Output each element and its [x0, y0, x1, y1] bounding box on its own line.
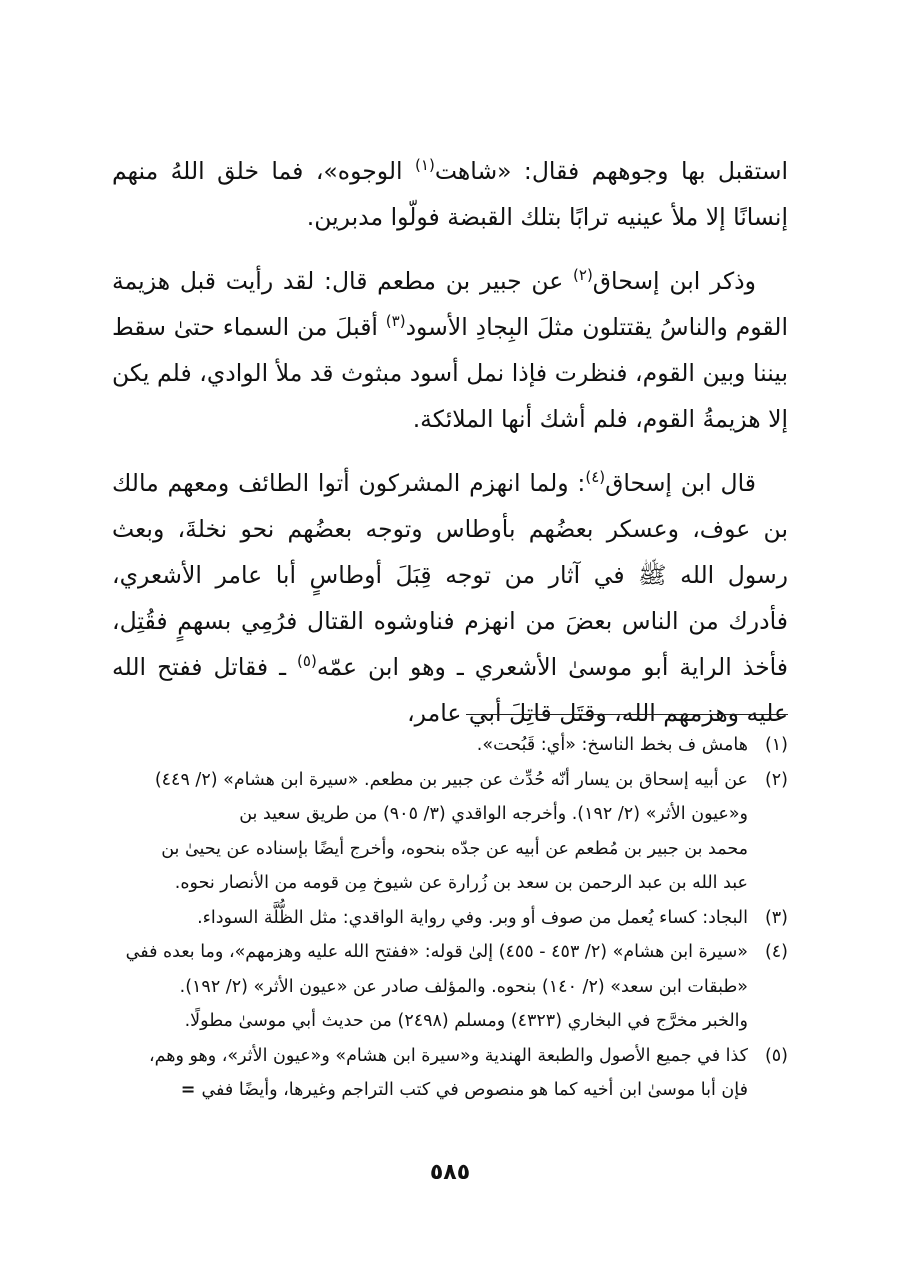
footnote-4 [112, 935, 788, 1039]
footnote-line: كذا في جميع الأصول والطبعة الهندية و«سيرة ابن هشام» و«عيون الأثر»، وهو وهم، [148, 1045, 748, 1066]
main-text [112, 148, 788, 736]
footnote-ref-5[interactable]: (٥) [297, 652, 317, 671]
paragraph-text: قال ابن إسحاق [605, 469, 756, 497]
paragraph-text: ـ فقاتل ففتح الله عليه وهزمهم الله، وقتَل قاتِلَ أبي عامر، [112, 653, 788, 727]
footnote-number: (١) [764, 735, 788, 755]
footnote-body [112, 728, 748, 763]
footnote-number: (٤) [764, 942, 788, 962]
footnote-line: «طبقات ابن سعد» (٢/ ١٤٠) بنحوه. والمؤلف صادر عن «عيون الأثر» (٢/ ١٩٢). [179, 976, 748, 997]
footnote-line: «سيرة ابن هشام» (٢/ ٤٥٣ - ٤٥٥) إلىٰ قوله: «ففتح الله عليه وهزمهم»، وما بعده ففي [125, 942, 748, 962]
footnote-line [112, 1073, 748, 1108]
footnote-line: و«عيون الأثر» (٢/ ١٩٢). وأخرجه الواقدي (٣/ ٩٠٥) من طريق سعيد بن [239, 804, 748, 824]
paragraph-text: : ولما انهزم المشركون أتوا الطائف ومعهم مالك بن عوف، وعسكر بعضُهم بأوطاس وتوجه بعضُهم نحو نخلةَ، وبعث رسول الله ﷺ في آثار من توجه قِبَلَ أوطاسٍ أبا عامر الأشعري، فأدرك من الناس بعضَ من انهزم فناوشوه القتال فرُمِي بسهمٍ فقُتِل، فأخذ الراية أبو موسىٰ الأشعري ـ وهو ابن عمّه [112, 469, 788, 681]
footnote-1 [112, 728, 788, 763]
footnote-3 [112, 901, 788, 936]
paragraph-text: عن جبير بن مطعم قال: لقد رأيت قبل هزيمة القوم والناسُ يقتتلون مثلَ البِجادِ الأسود [112, 267, 788, 341]
paragraph-text: الوجوه»، فما خلق اللهُ منهم إنسانًا إلا ملأ عينيه ترابًا بتلك القبضة فولّوا مدبرين. [112, 157, 788, 231]
footnote-line: والخبر مخرَّج في البخاري (٤٣٢٣) ومسلم (٢٤٩٨) من حديث أبي موسىٰ مطولًا. [184, 1011, 748, 1031]
footnote-body [112, 1039, 748, 1108]
footnote-ref-4[interactable]: (٤) [585, 468, 606, 487]
footnote-body [112, 763, 748, 901]
footnote-line: محمد بن جبير بن مُطعم عن أبيه عن جدّه بنحوه، وأخرج أيضًا بإسناده عن يحيىٰ بن [161, 838, 748, 859]
footnote-ref-3[interactable]: (٣) [385, 312, 406, 331]
page-number: ٥٨٥ [429, 1160, 471, 1185]
footnote-line-text: فإن أبا موسىٰ ابن أخيه كما هو منصوص في كتب التراجم وغيرها، وأيضًا ففي [201, 1080, 748, 1100]
footnote-number: (٣) [764, 907, 788, 928]
paragraph-2 [112, 258, 788, 442]
footnote-line: عبد الله بن عبد الرحمن بن سعد بن زُرارة عن شيوخ مِن قومه من الأنصار نحوه. [174, 873, 748, 893]
footnote-2 [112, 763, 788, 901]
footnote-line: عن أبيه إسحاق بن يسار أنّه حُدِّث عن جبير بن مطعم. «سيرة ابن هشام» (٢/ ٤٤٩) [154, 769, 748, 790]
paragraph-1 [112, 148, 788, 240]
paragraph-text: أقبلَ من السماء حتىٰ سقط بيننا وبين القوم، فنظرت فإذا نمل أسود مبثوث قد ملأ الوادي، فلم يكن إلا هزيمةُ القوم، فلم أشك أنها الملائكة. [112, 313, 788, 433]
footnote-divider [466, 714, 788, 715]
footnote-number: (٢) [764, 769, 788, 790]
footnotes [112, 728, 788, 1108]
footnote-line: هامش ف بخط الناسخ: «أي: قَبُحت». [476, 735, 748, 755]
paragraph-text: وذكر ابن إسحاق [592, 267, 756, 295]
continuation-mark: = [180, 1080, 196, 1100]
footnote-number: (٥) [764, 1045, 788, 1066]
paragraph-3 [112, 460, 788, 736]
footnote-body [112, 901, 748, 936]
paragraph-text: استقبل بها وجوههم فقال: «شاهت [434, 157, 788, 185]
footnote-ref-2[interactable]: (٢) [573, 266, 593, 285]
footnote-body [112, 935, 748, 1039]
footnote-5 [112, 1039, 788, 1108]
footnote-ref-1[interactable]: (١) [415, 156, 435, 175]
footnote-line: البجاد: كساء يُعمل من صوف أو وبر. وفي رواية الواقدي: مثل الظُّلَّة السوداء. [197, 907, 748, 928]
